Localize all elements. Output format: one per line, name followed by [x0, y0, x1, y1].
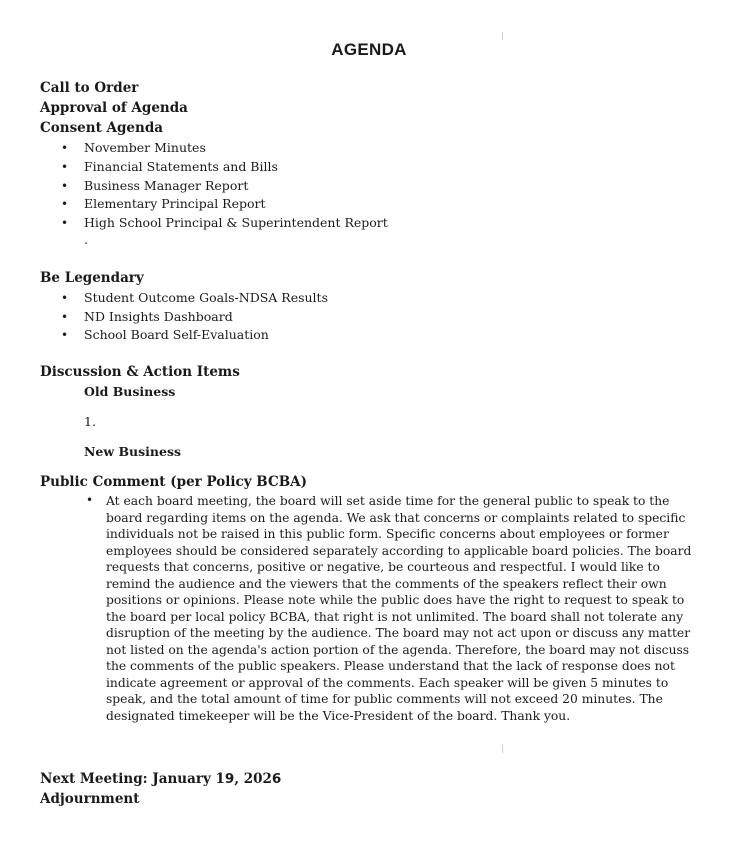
bullet-icon: •: [61, 216, 69, 230]
next-meeting-label: Next Meeting: January 1: [40, 771, 225, 787]
list-item: [61, 327, 269, 342]
heading-approval-of-agenda: Approval of Agenda: [40, 100, 188, 116]
heading-be-legendary: Be Legendary: [40, 270, 144, 286]
bullet-icon: •: [61, 291, 69, 305]
page-title: [0, 40, 742, 60]
list-item-text: Elementary Principal Report: [84, 196, 266, 211]
list-item: [61, 309, 233, 324]
heading-public-comment: Public Comment (per Policy BCBA): [40, 474, 307, 490]
next-meeting: [40, 771, 281, 787]
list-item: [61, 290, 328, 305]
bullet-icon: •: [61, 141, 69, 155]
scan-mark: [502, 32, 503, 40]
list-item: [61, 196, 266, 211]
subheading-old-business: Old Business: [84, 384, 176, 399]
stray-mark: .: [84, 232, 88, 247]
public-comment-policy-text: At each board meeting, the board will set aside time for the general public to speak to the board regarding items on the agenda. We ask that concerns or complaints related to specific individuals not be raised in this public form. Specific concerns about employees or former employees should be considered separately according to applicable board policies. The board requests that concerns, positive or negative, be courteous and respectful. I would like to remind the audience and the viewers that the comments of the speakers reflect their own positions or opinions. Please note while the public does have the right to request to speak to the board per local policy BCBA, that right is not unlimited. The board shall not tolerate any disruption of the meeting by the audience. The board may not act upon or discuss any matter not listed on the agenda's action portion of the agenda. Therefore, the board may not discuss the comments of the public speakers. Please understand that the lack of response does not indicate agreement or approval of the comments. Each speaker will be given 5 minutes to speak, and the total amount of time for public comments will not exceed 20 minutes. The designated timekeeper will be the Vice-President of the board. Thank you.: [106, 494, 692, 723]
heading-discussion-action-items: Discussion & Action Items: [40, 364, 240, 380]
heading-adjournment: Adjournment: [40, 791, 140, 807]
list-item-text: Student Outcome Goals-NDSA Results: [84, 290, 328, 305]
list-item: [61, 178, 248, 193]
list-item: [61, 215, 388, 230]
subheading-new-business: New Business: [84, 444, 182, 459]
bullet-icon: •: [86, 493, 94, 507]
list-item-text: School Board Self-Evaluation: [84, 327, 269, 342]
bullet-icon: •: [61, 328, 69, 342]
handwritten-day: 9: [224, 771, 235, 787]
next-meeting-sep: , 202: [234, 771, 272, 787]
bullet-icon: •: [61, 310, 69, 324]
old-business-item: 1.: [84, 414, 96, 429]
list-item: [61, 159, 278, 174]
heading-consent-agenda: Consent Agenda: [40, 120, 164, 136]
list-item-text: Business Manager Report: [84, 178, 249, 193]
list-item-text: Financial Statements and Bills: [84, 159, 278, 174]
page-title-text: AGENDA: [331, 40, 407, 59]
bullet-icon: •: [61, 160, 69, 174]
list-item-text: November Minutes: [84, 140, 206, 155]
scan-mark: [502, 745, 503, 753]
list-item: [61, 140, 206, 155]
heading-call-to-order: Call to Order: [40, 80, 139, 96]
bullet-icon: •: [61, 179, 69, 193]
handwritten-year-digit: 6: [271, 771, 282, 787]
list-item-text: High School Principal & Superintendent Report: [84, 215, 388, 230]
bullet-icon: •: [61, 197, 69, 211]
list-item-text: ND Insights Dashboard: [84, 309, 233, 324]
